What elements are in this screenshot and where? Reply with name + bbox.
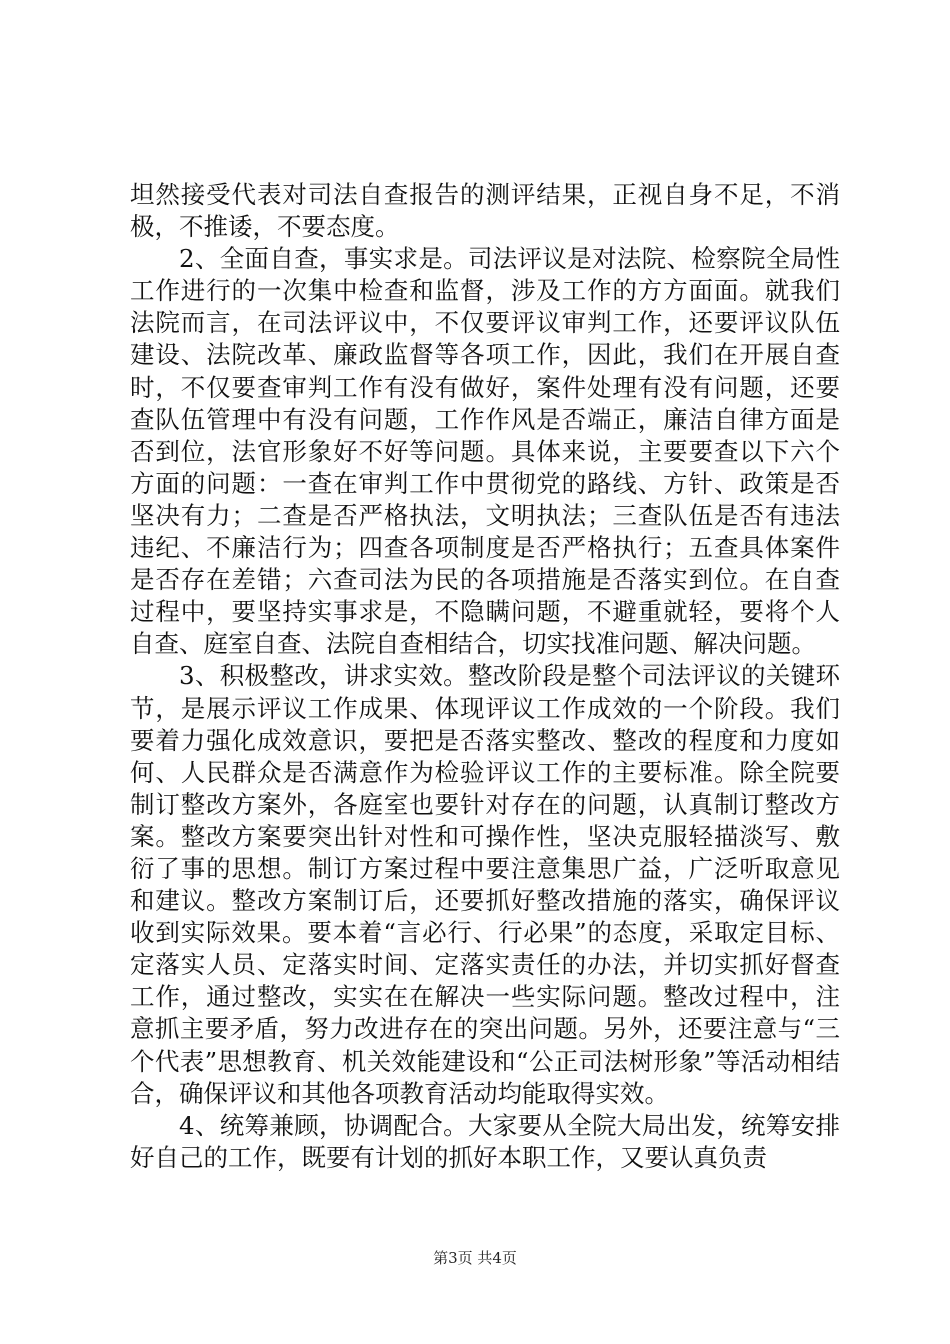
page-footer [0,1248,950,1268]
paragraph-coordination: 4、统筹兼顾，协调配合。大家要从全院大局出发，统筹安排好自己的工作，既要有计划的抓好本职工作，又要认真负责 [130,1110,840,1172]
page-number: 第3页 共4页 [433,1249,517,1267]
paragraph-continuation: 坦然接受代表对司法自查报告的测评结果，正视自身不足，不消极，不推诿，不要态度。 [130,180,840,242]
document-body [130,179,840,1174]
paragraph-self-inspection: 2、全面自查，事实求是。司法评议是对法院、检察院全局性工作进行的一次集中检查和监督，涉及工作的方方面面。就我们法院而言，在司法评议中，不仅要评议审判工作，还要评议队伍建设、法院改革、廉政监督等各项工作，因此，我们在开展自查时，不仅要查审判工作有没有做好，案件处理有没有问题，还要查队伍管理中有没有问题，工作作风是否端正，廉洁自律方面是否到位，法官形象好不好等问题。具体来说，主要要查以下六个方面的问题：一查在审判工作中贯彻党的路线、方针、政策是否坚决有力；二查是否严格执法，文明执法；三查队伍是否有违法违纪、不廉洁行为；四查各项制度是否严格执行；五查具体案件是否存在差错；六查司法为民的各项措施是否落实到位。在自查过程中，要坚持实事求是，不隐瞒问题，不避重就轻，要将个人自查、庭室自查、法院自查相结合，切实找准问题、解决问题。 [130,244,840,659]
paragraph-rectification: 3、积极整改，讲求实效。整改阶段是整个司法评议的关键环节，是展示评议工作成果、体现评议工作成效的一个阶段。我们要着力强化成效意识，要把是否落实整改、整改的程度和力度如何、人民群众是否满意作为检验评议工作的主要标准。除全院要制订整改方案外，各庭室也要针对存在的问题，认真制订整改方案。整改方案要突出针对性和可操作性，坚决克服轻描淡写、敷衍了事的思想。制订方案过程中要注意集思广益，广泛听取意见和建议。整改方案制订后，还要抓好整改措施的落实，确保评议收到实际效果。要本着“言必行、行必果”的态度，采取定目标、定落实人员、定落实时间、定落实责任的办法，并切实抓好督查工作，通过整改，实实在在解决一些实际问题。整改过程中，注意抓主要矛盾，努力改进存在的突出问题。另外，还要注意与“三个代表”思想教育、机关效能建设和“公正司法树形象”等活动相结合，确保评议和其他各项教育活动均能取得实效。 [130,661,840,1108]
